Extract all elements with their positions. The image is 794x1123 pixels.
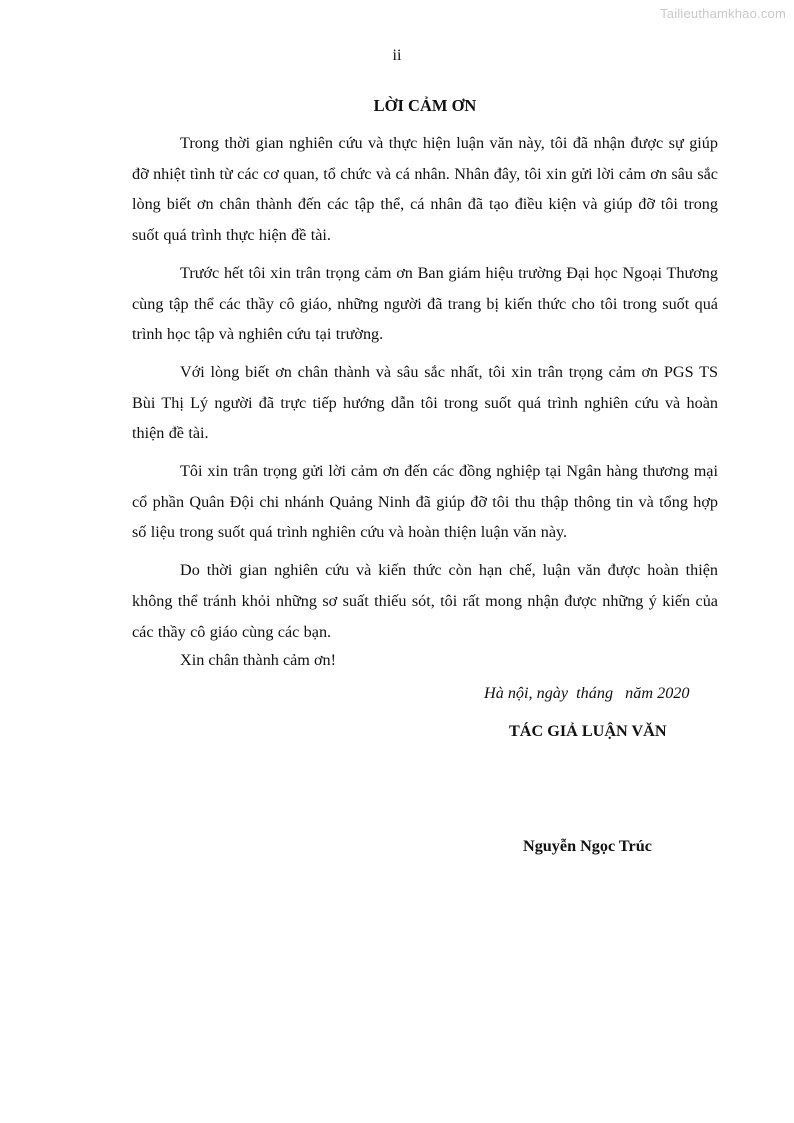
author-role: TÁC GIẢ LUẬN VĂN [509,722,667,740]
page-title: LỜI CẢM ƠN [373,96,477,115]
paragraph: Trong thời gian nghiên cứu và thực hiện luận văn này, tôi đã nhận được sự giúp đỡ nhiệt tình từ các cơ quan, tổ chức và cá nhân. Nhân đây, tôi xin gửi lời cảm ơn sâu sắc lòng biết ơn chân thành đến các tập thể, cá nhân đã tạo điều kiện và giúp đỡ tôi trong suốt quá trình thực hiện đề tài. [132,134,718,245]
body-text [132,128,718,654]
paragraph: Do thời gian nghiên cứu và kiến thức còn hạn chế, luận văn được hoàn thiện không thể tránh khỏi những sơ suất thiếu sót, tôi rất mong nhận được những ý kiến của các thầy cô giáo cùng các bạn. [132,561,718,641]
watermark: Tailieuthamkhao.com [660,6,786,21]
paragraph: Tôi xin trân trọng gửi lời cảm ơn đến các đồng nghiệp tại Ngân hàng thương mại cổ phần Quân Đội chi nhánh Quảng Ninh đã giúp đỡ tôi thu thập thông tin và tổng hợp số liệu trong suốt quá trình nghiên cứu và hoàn thiện luận văn này. [132,462,718,542]
closing-line: Xin chân thành cảm ơn! [180,651,336,669]
paragraph: Trước hết tôi xin trân trọng cảm ơn Ban giám hiệu trường Đại học Ngoại Thương cùng tập thể các thầy cô giáo, những người đã trang bị kiến thức cho tôi trong suốt quá trình học tập và nghiên cứu tại trường. [132,263,718,344]
date-line: Hà nội, ngày tháng năm 2020 [484,684,690,702]
paragraph: Với lòng biết ơn chân thành và sâu sắc nhất, tôi xin trân trọng cảm ơn PGS TS Bùi Thị Lý người đã trực tiếp hướng dẫn tôi trong suốt quá trình nghiên cứu và hoàn thiện đề tài. [132,362,718,443]
page-number: ii [392,47,402,64]
author-name: Nguyễn Ngọc Trúc [523,837,652,855]
